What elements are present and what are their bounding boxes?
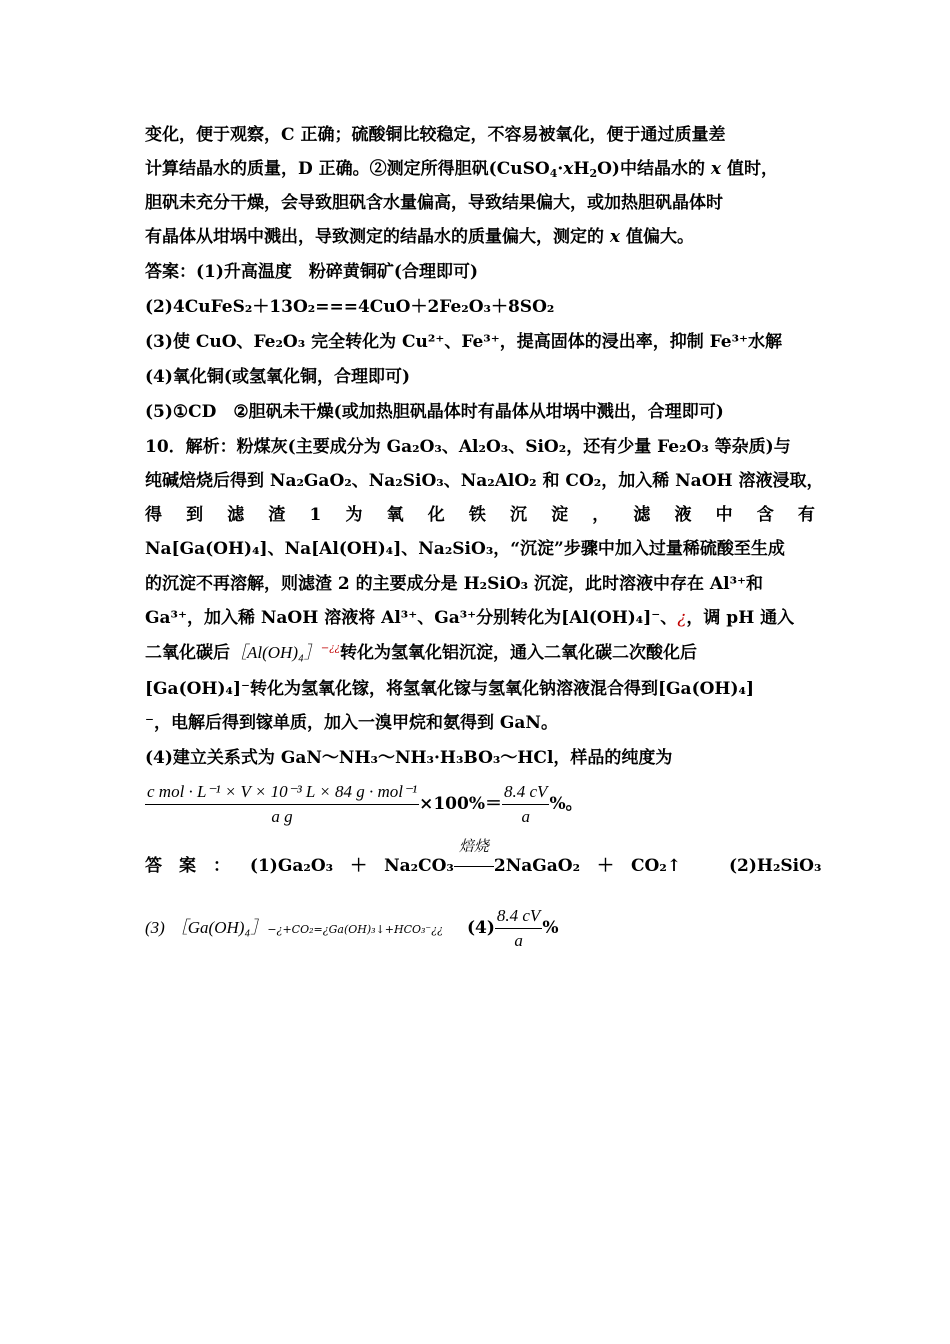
q10-line-1: [145, 436, 815, 458]
answer-4-numerator: 8.4 cV: [495, 906, 542, 929]
line-2-dot: ·: [557, 159, 564, 179]
answer-1-reactants: (1)Ga₂O₃ ＋ Na₂CO₃: [249, 856, 454, 876]
q10-line-3: [145, 504, 815, 526]
q10-line-3-char: 化: [427, 505, 445, 525]
purity-result-fraction: [502, 782, 549, 827]
answer-label: 答 案 ：: [145, 856, 230, 876]
line-2-text-a: 计算结晶水的质量，D 正确。②测定所得胆矾(CuSO: [145, 159, 550, 179]
text-line-4: [145, 226, 815, 248]
answer-line-1: [145, 261, 815, 283]
answer-2-equation: (2)4CuFeS₂＋13O₂===4CuO＋2Fe₂O₃＋8SO₂: [145, 297, 555, 317]
q10-line-1-text: 10．解析：粉煤灰(主要成分为 Ga₂O₃、Al₂O₃、SiO₂，还有少量 Fe₂O₃ 等杂质)与: [145, 437, 791, 457]
q10-line-2: [145, 470, 824, 492]
reaction-condition: [454, 837, 494, 877]
line-1-text: 变化，便于观察，C 正确；硫酸铜比较稳定，不容易被氧化，便于通过质量差: [145, 125, 726, 145]
line-2-x: x: [563, 159, 574, 179]
q10-line-7-text-b: 转化为氢氧化铝沉淀，通入二氧化碳二次酸化后: [340, 643, 698, 663]
q10-line-3-char: 有: [797, 505, 815, 525]
q10-line-3-char: 1: [309, 505, 322, 525]
line-4-x: x: [609, 227, 621, 247]
q10-line-3-char: ，: [592, 505, 610, 525]
line-2-text-c: 值时，: [721, 159, 778, 179]
q10-line-5-text: 的沉淀不再溶解，则滤渣 2 的主要成分是 H₂SiO₃ 沉淀，此时溶液中存在 Al³⁺和: [145, 574, 763, 594]
answer-line-4: [145, 366, 815, 388]
answer-4-text: (4)氧化铜(或氢氧化铜，合理即可): [145, 367, 411, 387]
q10-line-5: [145, 573, 815, 595]
q10-line-3-char: 为: [345, 505, 363, 525]
answer-line-10-1: [145, 837, 822, 877]
purity-fraction: [145, 782, 419, 827]
q10-line-9-text: ⁻，电解后得到镓单质，加入一溴甲烷和氨得到 GaN。: [145, 713, 558, 733]
q10-line-7-charge: −¿¿: [320, 643, 341, 654]
result-denominator: a: [521, 807, 530, 826]
answer-3-equation: −¿+CO₂=¿Ga(OH)₃↓+HCO₃⁻¿¿: [267, 923, 444, 936]
q10-line-3-char: 中: [715, 505, 733, 525]
reaction-arrow: [454, 866, 494, 867]
answer-4-fraction: [495, 906, 542, 951]
q10-line-2-text: 纯碱焙烧后得到 Na₂GaO₂、Na₂SiO₃、Na₂AlO₂ 和 CO₂，加入稀 NaOH 溶液浸取，: [145, 471, 824, 491]
line-2-text-b: O)中结晶水的: [597, 159, 711, 179]
line-2-sub-2: 2: [589, 167, 598, 180]
text-line-2: [145, 158, 815, 180]
purity-percent: %。: [549, 794, 583, 814]
q10-line-10: [145, 747, 815, 769]
reaction-condition-label: 焙烧: [458, 837, 489, 855]
answer-4-denominator: a: [514, 931, 523, 950]
answer-1-products: 2NaGaO₂ ＋ CO₂↑: [493, 856, 682, 876]
q10-line-7-formula: ［Al(OH)₄］: [230, 643, 321, 662]
q10-line-3-char: 得: [145, 505, 162, 525]
answer-3-text: (3)使 CuO、Fe₂O₃ 完全转化为 Cu²⁺、Fe³⁺，提高固体的浸出率，抑制 Fe³⁺水解: [145, 332, 783, 352]
q10-line-4-text: Na[Ga(OH)₄]、Na[Al(OH)₄]、Na₂SiO₃，“沉淀”步骤中加入过量稀硫酸至生成: [145, 539, 785, 559]
q10-line-3-char: 滤: [227, 505, 245, 525]
purity-denominator: a g: [271, 807, 293, 826]
q10-line-4: [145, 538, 815, 560]
answer-line-3: [145, 331, 815, 353]
purity-times: ×100%＝: [419, 794, 502, 814]
q10-line-3-char: 淀: [551, 505, 569, 525]
answer-2-text: (2)H₂SiO₃: [728, 856, 822, 876]
q10-line-3-char: 沉: [509, 505, 527, 525]
answer-line-10-2: [145, 906, 815, 951]
answer-line-5: [145, 401, 815, 423]
q10-line-9: [145, 712, 815, 734]
answer-3-formula: ［Ga(OH)₄］: [170, 918, 268, 937]
q10-line-3-char: 到: [186, 505, 204, 525]
answer-4-label: (4): [466, 918, 495, 938]
q10-line-3-char: 含: [756, 505, 774, 525]
line-2-sub-4: 4: [549, 167, 558, 180]
answer-line-2: [145, 296, 815, 318]
q10-line-6-text-a: Ga³⁺，加入稀 NaOH 溶液将 Al³⁺、Ga³⁺分别转化为[Al(OH)₄]⁻、: [145, 608, 678, 628]
line-4-text-b: 值偏大。: [620, 227, 694, 247]
q10-line-8-text: [Ga(OH)₄]⁻转化为氢氧化镓，将氢氧化镓与氢氧化钠溶液混合得到[Ga(OH)₄]: [145, 679, 755, 699]
q10-line-3-char: 渣: [268, 505, 286, 525]
q10-line-6: [145, 607, 815, 629]
result-numerator: 8.4 cV: [502, 782, 549, 805]
purity-formula: [145, 782, 815, 827]
q10-line-6-glyph: ¿: [677, 608, 687, 628]
q10-line-3-char: 滤: [633, 505, 651, 525]
answer-1-text: 答案：(1)升高温度 粉碎黄铜矿(合理即可): [145, 262, 479, 282]
q10-line-3-char: 液: [674, 505, 692, 525]
line-3-text: 胆矾未充分干燥，会导致胆矾含水量偏高，导致结果偏大，或加热胆矾晶体时: [145, 193, 723, 213]
q10-line-7-text-a: 二氧化碳后: [145, 643, 230, 663]
q10-line-8: [145, 678, 815, 700]
text-line-1: [145, 124, 815, 146]
purity-numerator: c mol · L⁻¹ × V × 10⁻³ L × 84 g · mol⁻¹: [145, 782, 419, 805]
answer-4-percent: %: [542, 918, 559, 938]
q10-line-3-char: 氧: [386, 505, 404, 525]
q10-line-3-char: 铁: [468, 505, 486, 525]
line-2-x-2: x: [710, 159, 722, 179]
answer-5-text: (5)①CD ②胆矾未干燥(或加热胆矾晶体时有晶体从坩埚中溅出，合理即可): [145, 402, 724, 422]
line-2-h: H: [573, 159, 590, 179]
line-4-text-a: 有晶体从坩埚中溅出，导致测定的结晶水的质量偏大，测定的: [145, 227, 610, 247]
answer-3-label: (3): [145, 918, 165, 937]
q10-line-6-text-b: ，调 pH 通入: [686, 608, 795, 628]
text-line-3: [145, 192, 815, 214]
q10-line-10-text: (4)建立关系式为 GaN～NH₃～NH₃·H₃BO₃～HCl，样品的纯度为: [145, 748, 673, 768]
q10-line-7: [145, 642, 815, 664]
